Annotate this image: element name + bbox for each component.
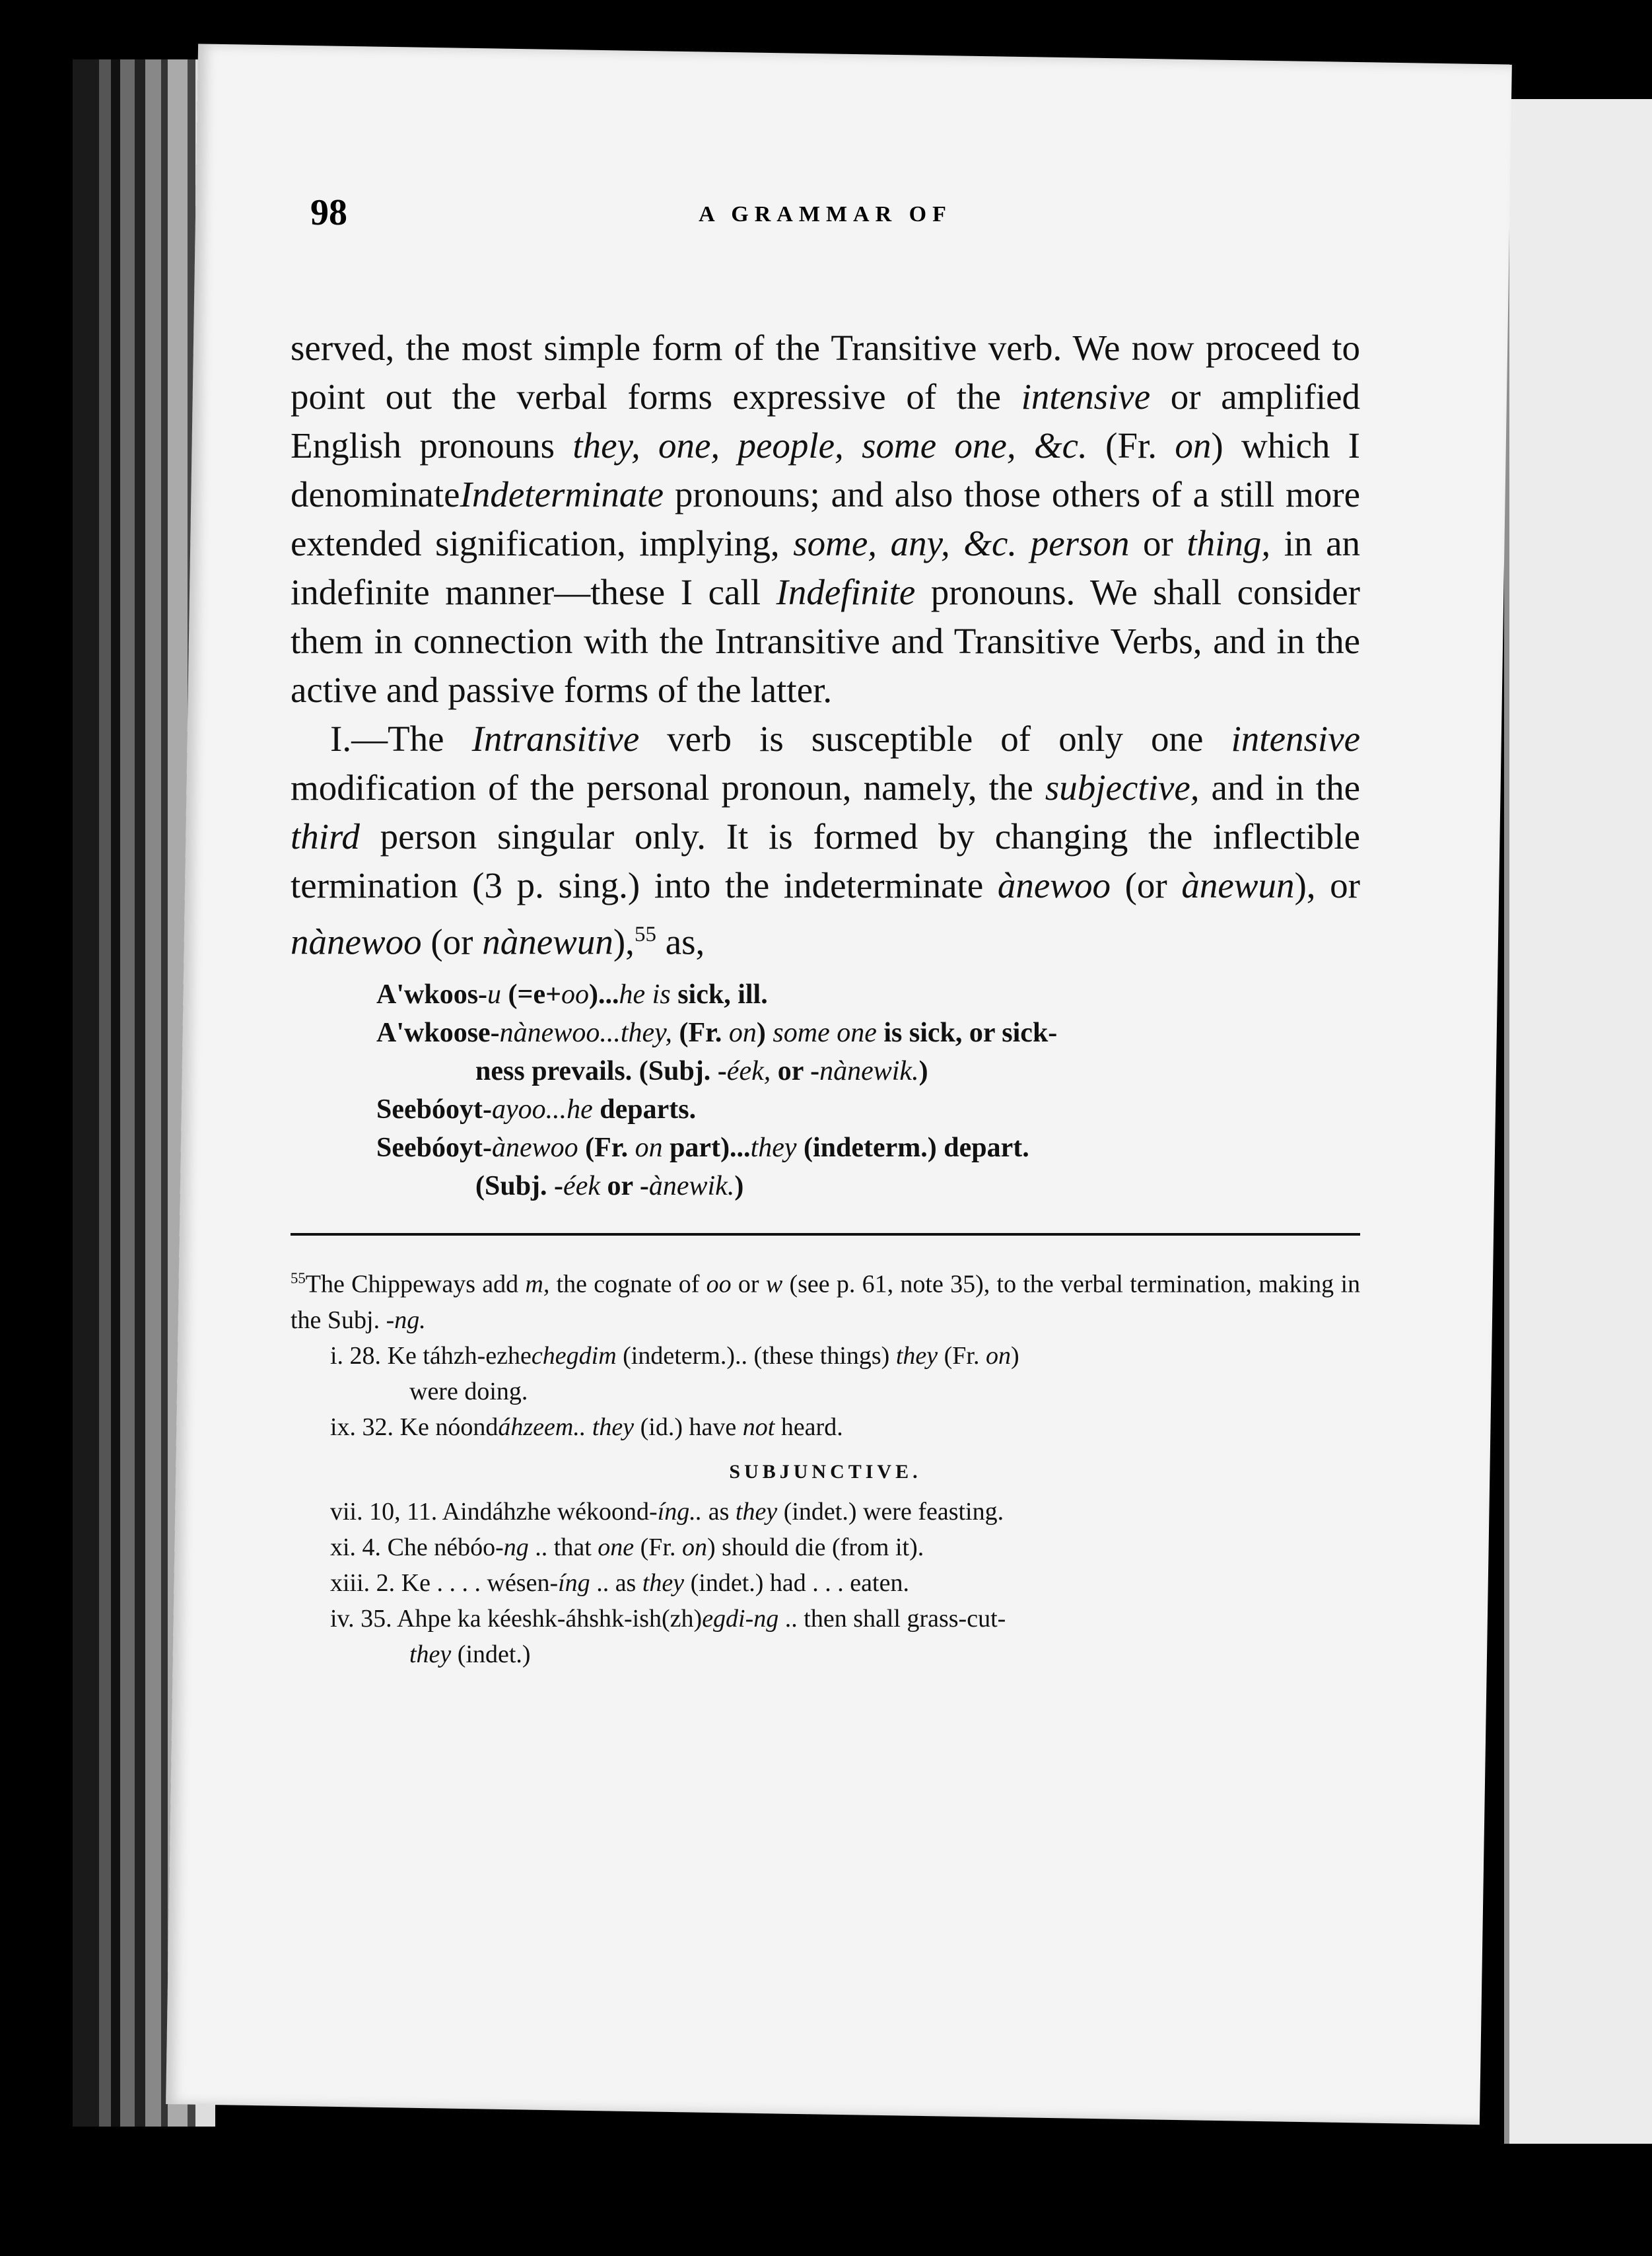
verse-citation: i. 28. Ke táhzh-ezhechegdim (indeterm.).. (these things) they (Fr. on) were doing. [330, 1341, 1019, 1405]
example-line: ness prevails. (Subj. -éek, or -nànewik.) [475, 1056, 928, 1087]
example-line: Seebóoyt-ànewoo (Fr. on part)...they (indeterm.) depart. [376, 1133, 1029, 1164]
verse-citation: iv. 35. Ahpe ka kéeshk-áhshk-ish(zh)egdi-ng .. then shall grass-cut- they (indet.) [330, 1604, 1006, 1668]
example-line: (Subj. -éek or -ànewik.) [475, 1171, 744, 1202]
footnote-marker: 55 [291, 1270, 306, 1287]
page-header [310, 192, 1340, 244]
footnote-ref: 55 [634, 923, 656, 946]
subjunctive-heading: SUBJUNCTIVE. [729, 1460, 922, 1483]
paragraph-2: I.—The Intransitive verb is susceptible of only one intensive modification of the personal pronoun, namely, the subjective, and in the third person singular only. It is formed by changing the inflectible termination (3 p. sing.) into the indeterminate ànewoo (or ànewun), or nànewoo (or nànewun),$^{55}$ as, [291, 719, 1361, 962]
verse-citation: xi. 4. Che nébóo-ng .. that one (Fr. on) should die (from it). [330, 1533, 924, 1561]
footnote-divider [291, 1233, 1360, 1236]
verse-citation: vii. 10, 11. Aindáhzhe wékoond-íng.. as they (indet.) were feasting. [330, 1497, 1004, 1526]
page-number: 98 [310, 192, 347, 233]
main-text [291, 324, 1360, 1672]
paragraph-1: served, the most simple form of the Transitive verb. We now proceed to point out the verbal forms expressive of the intensive or amplified English pronouns they, one, people, some one, &c. (Fr. on) which I denominateIndeterminate pronouns; and also those others of a still more extended signification, implying, some, any, &c. person or thing, in an indefinite manner—these I call Indefinite pronouns. We shall consider them in connection with the Intransitive and Transitive Verbs, and in the active and passive forms of the latter. [291, 328, 1361, 710]
footnote-55: $^{55}$The Chippeways add m, the cognate of oo or w (see p. 61, note 35), to the verbal termination, making in the Subj. -ng. [291, 1270, 1361, 1334]
examples-list [376, 975, 1360, 1205]
example-line: A'wkoose-nànewoo...they, (Fr. on) some one is sick, or sick- [376, 1018, 1058, 1049]
footnotes [291, 1261, 1360, 1672]
facing-page-edge [1504, 99, 1652, 2166]
example-line: Seebóoyt-ayoo...he departs. [376, 1094, 697, 1125]
verse-citation: xiii. 2. Ke . . . . wésen-íng .. as they (indet.) had . . . eaten. [330, 1569, 909, 1597]
example-line: A'wkoos-u (=e+oo)...he is sick, ill. [376, 979, 768, 1010]
verse-citation: ix. 32. Ke nóondáhzeem.. they (id.) have not heard. [330, 1413, 843, 1441]
running-head: A GRAMMAR OF [699, 202, 952, 227]
scan-border [0, 2144, 1652, 2256]
